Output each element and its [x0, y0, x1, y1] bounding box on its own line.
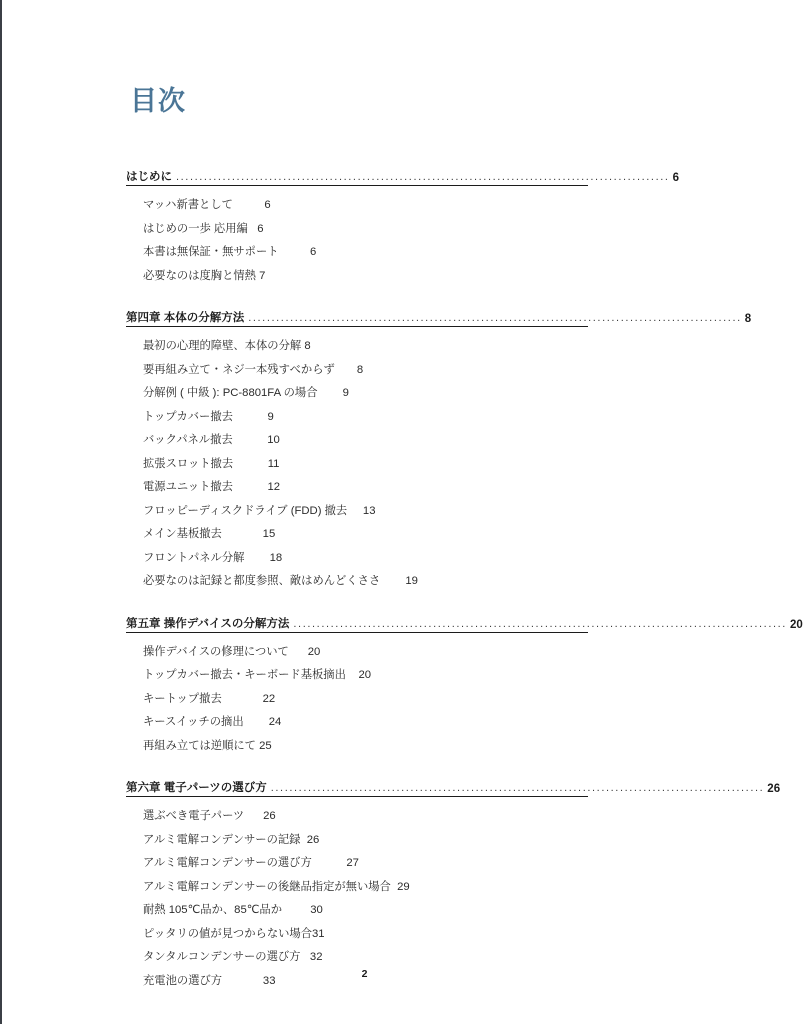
toc-item-page-number: 22: [262, 692, 276, 705]
toc-item-label: 本書は無保証・無サポート: [143, 246, 279, 258]
toc-item-label: フロッピーディスクドライブ (FDD) 撤去: [143, 504, 348, 517]
toc-item-page-number: 26: [306, 833, 320, 846]
toc-item-gap: [312, 852, 347, 876]
toc-item-label: 再組み立ては逆順にて: [143, 739, 256, 752]
toc-item-page-number: 6: [257, 222, 264, 235]
toc-item-page-number: 15: [262, 528, 276, 540]
toc-item-label: トップカバー撤去: [143, 410, 233, 423]
toc-item-page-number: 6: [309, 246, 317, 258]
toc-item[interactable]: [143, 429, 588, 453]
toc-item-gap: [347, 500, 363, 524]
toc-item[interactable]: [143, 664, 588, 688]
toc-item-gap: [248, 218, 257, 242]
toc-item[interactable]: [143, 476, 588, 500]
toc-section: [126, 309, 752, 594]
toc-item[interactable]: [143, 194, 588, 218]
toc-item-label: 操作デバイスの修理について: [143, 645, 289, 658]
toc-item-gap: [233, 406, 268, 430]
toc-item[interactable]: [143, 335, 588, 359]
toc-chapter-entry[interactable]: [126, 615, 803, 633]
toc-chapter-label: 第四章 本体の分解方法: [126, 312, 245, 324]
toc-item-page-number: 18: [269, 551, 283, 564]
toc-item-label: 必要なのは度胸と情熱: [143, 269, 256, 282]
toc-item-page-number: 9: [267, 410, 274, 423]
toc-chapter-label: 第五章 操作デバイスの分解方法: [126, 617, 290, 630]
toc-item-label: アルミ電解コンデンサーの後継品指定が無い場合: [143, 880, 391, 893]
toc-item-page-number: 30: [310, 904, 323, 916]
toc-section: [126, 615, 803, 759]
toc-item[interactable]: [143, 805, 588, 829]
toc-item-gap: [282, 899, 310, 923]
toc-item-gap: [289, 641, 308, 665]
toc-item-page-number: 19: [405, 575, 418, 587]
toc-item-label: 電源ユニット撤去: [143, 481, 233, 493]
toc-item-page-number: 12: [267, 481, 281, 493]
toc-item-gap: [380, 570, 405, 594]
toc-item-page-number: 11: [267, 457, 280, 470]
toc-chapter-page-number: 8: [744, 313, 752, 325]
toc-item-page-number: 8: [356, 363, 364, 376]
toc-item[interactable]: [143, 641, 588, 665]
toc-item[interactable]: [143, 265, 588, 289]
toc-item[interactable]: [143, 711, 588, 735]
toc-item-label: 最初の心理的障壁、本体の分解: [143, 340, 302, 352]
toc-item-page-number: 6: [264, 199, 271, 211]
toc-item-page-number: 27: [346, 857, 359, 869]
toc-item-page-number: 32: [309, 951, 323, 963]
toc-item-list: [126, 335, 588, 594]
toc-chapter-entry[interactable]: [126, 779, 781, 797]
toc-chapter-page-number: 20: [789, 618, 803, 631]
toc-item-page-number: 7: [259, 269, 266, 282]
toc-item-gap: [244, 547, 269, 571]
toc-item-page-number: 31: [312, 927, 325, 940]
toc-dot-leader: ..........................................................................................................: [270, 782, 765, 794]
toc-chapter-page-number: 6: [672, 172, 679, 184]
toc-chapter-entry[interactable]: [126, 168, 679, 186]
toc-item-label: 分解例 ( 中級 ): PC-8801FA の場合: [143, 387, 318, 399]
toc-item-page-number: 33: [262, 974, 276, 987]
toc-item-gap: [244, 805, 263, 829]
toc-item[interactable]: [143, 359, 588, 383]
toc-item-label: タンタルコンデンサーの選び方: [143, 951, 301, 963]
toc-item-label: ピッタリの値が見つからない場合: [143, 927, 313, 940]
toc-item-page-number: 20: [307, 645, 321, 658]
toc-item-label: フロントパネル分解: [143, 551, 245, 564]
toc-item-page-number: 9: [342, 387, 349, 399]
toc-section: [126, 779, 781, 993]
toc-item-label: トップカバー撤去・キーボード基板摘出: [143, 669, 346, 681]
toc-item[interactable]: [143, 406, 588, 430]
toc-item-gap: [244, 711, 269, 735]
toc-item-gap: [222, 523, 263, 547]
toc-item[interactable]: [143, 899, 588, 923]
toc-item-list: [126, 805, 588, 993]
toc-item[interactable]: [143, 946, 588, 970]
table-of-contents: [126, 168, 803, 993]
toc-item-gap: [318, 382, 343, 406]
toc-chapter-page-number: 26: [767, 783, 781, 795]
toc-item-label: 要再組み立て・ネジ一本残すべからず: [143, 363, 335, 376]
toc-item-label: アルミ電解コンデンサーの記録: [143, 833, 301, 846]
toc-item[interactable]: [143, 547, 588, 571]
toc-item-gap: [300, 946, 309, 970]
toc-item-label: はじめの一歩 応用編: [143, 222, 248, 235]
toc-item[interactable]: [143, 735, 588, 759]
toc-item[interactable]: [143, 453, 588, 477]
toc-item[interactable]: [143, 923, 588, 947]
toc-item-page-number: 13: [362, 504, 376, 517]
toc-item-gap: [233, 476, 268, 500]
toc-item-list: [126, 194, 588, 288]
toc-item-label: 充電池の選び方: [143, 974, 223, 987]
toc-item-page-number: 24: [268, 716, 282, 728]
toc-item-label: メイン基板撤去: [143, 528, 222, 540]
toc-item-label: マッハ新書として: [143, 199, 233, 211]
toc-item-label: キースイッチの摘出: [143, 716, 244, 728]
toc-item-label: キートップ撤去: [143, 692, 222, 705]
toc-section: [126, 168, 679, 288]
toc-item-list: [126, 641, 588, 759]
toc-item-page-number: 8: [304, 340, 311, 352]
toc-item-label: 耐熱 105℃品か、85℃品か: [143, 904, 283, 916]
toc-item-page-number: 20: [358, 669, 372, 681]
toc-item[interactable]: [143, 382, 588, 406]
toc-dot-leader: ..........................................................................................................: [176, 171, 670, 183]
toc-dot-leader: ..........................................................................................................: [248, 312, 742, 324]
toc-item-gap: [233, 429, 268, 453]
toc-dot-leader: ..........................................................................................................: [293, 617, 787, 630]
toc-item-label: 選ぶべき電子パーツ: [143, 810, 245, 822]
toc-item-page-number: 26: [263, 810, 276, 822]
toc-item-gap: [346, 664, 359, 688]
toc-chapter-label: はじめに: [126, 171, 172, 183]
toc-item-gap: [233, 194, 264, 218]
page-title: 目次: [130, 86, 186, 116]
toc-item[interactable]: [143, 852, 588, 876]
toc-chapter-entry[interactable]: [126, 309, 752, 327]
toc-item[interactable]: [143, 829, 588, 853]
toc-item-page-number: 29: [397, 880, 410, 893]
toc-item[interactable]: [143, 876, 588, 900]
toc-item[interactable]: [143, 688, 588, 712]
toc-item-page-number: 25: [259, 739, 272, 752]
toc-item-label: 拡張スロット撤去: [143, 457, 234, 470]
toc-item-gap: [222, 688, 263, 712]
toc-item[interactable]: [143, 570, 588, 594]
page-number-folio: 2: [361, 968, 368, 980]
toc-item-page-number: 10: [267, 434, 280, 446]
toc-item-gap: [233, 453, 268, 477]
toc-item-label: アルミ電解コンデンサーの選び方: [143, 857, 312, 869]
toc-item-label: 必要なのは記録と都度参照、敵はめんどくささ: [143, 575, 381, 587]
toc-item-label: バックパネル撤去: [143, 434, 233, 446]
toc-item-gap: [335, 359, 357, 383]
toc-item[interactable]: [143, 241, 588, 265]
toc-item-gap: [279, 241, 310, 265]
toc-item[interactable]: [143, 500, 588, 524]
toc-chapter-label: 第六章 電子パーツの選び方: [126, 782, 267, 794]
toc-item[interactable]: [143, 218, 588, 242]
toc-item[interactable]: [143, 523, 588, 547]
